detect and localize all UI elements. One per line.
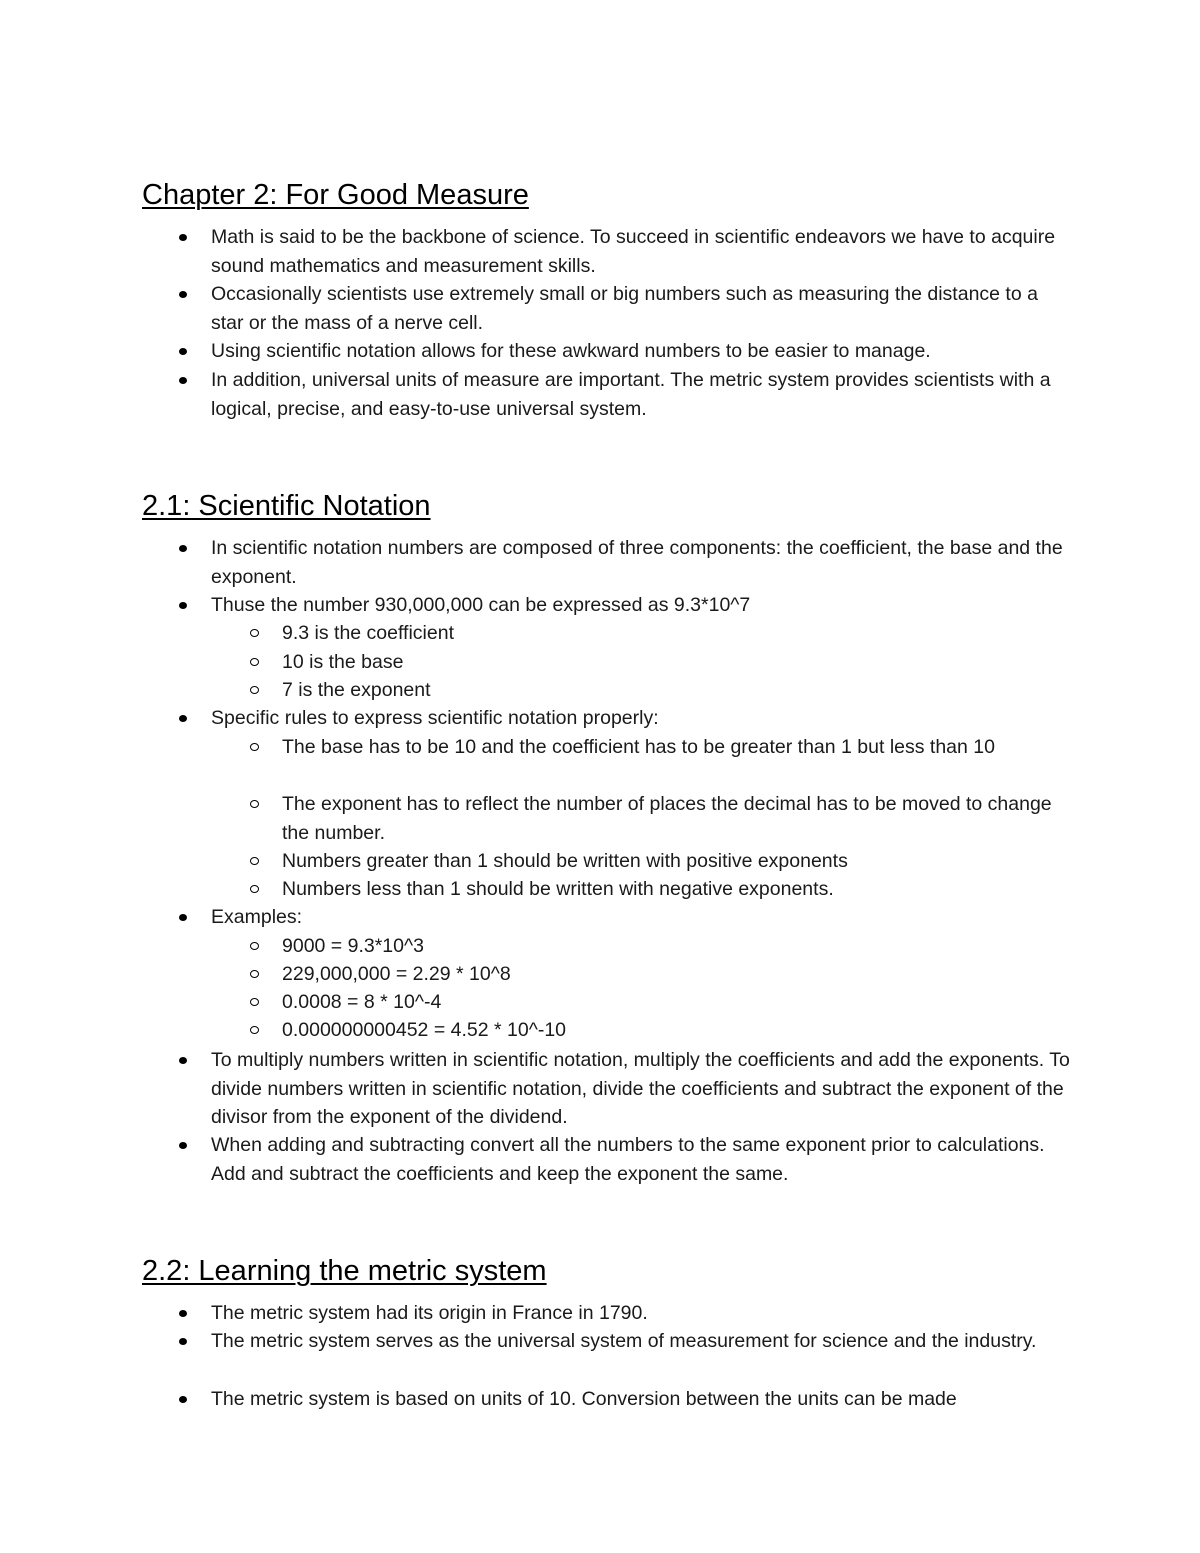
hollow-bullet-icon [250, 942, 259, 950]
bullet-icon [179, 602, 187, 609]
sub-list-item [282, 619, 1082, 648]
list-item [211, 1046, 1071, 1132]
list-item-text: The metric system had its origin in France in 1790. [211, 1302, 648, 1324]
bullet-icon [179, 914, 187, 921]
list-item [211, 366, 1071, 423]
hollow-bullet-icon [250, 1026, 259, 1034]
list-item [211, 337, 1071, 366]
list-item-text: Numbers less than 1 should be written with negative exponents. [282, 878, 834, 900]
list-item-text: Occasionally scientists use extremely small or big numbers such as measuring the distance to a star or the mass of a nerve cell. [211, 283, 1038, 334]
hollow-bullet-icon [250, 857, 259, 865]
list-item-text: 7 is the exponent [282, 679, 431, 701]
list-item [211, 704, 1071, 733]
bullet-icon [179, 348, 187, 355]
list-item [211, 1131, 1071, 1188]
hollow-bullet-icon [250, 998, 259, 1006]
list-item-text: The base has to be 10 and the coefficient has to be greater than 1 but less than 10 [282, 736, 995, 758]
list-item [211, 1299, 1071, 1328]
hollow-bullet-icon [250, 686, 259, 694]
list-item-text: To multiply numbers written in scientific notation, multiply the coefficients and add the exponents. To divide numbers written in scientific notation, divide the coefficients and subtract the exponent of the divisor from the exponent of the dividend. [211, 1049, 1070, 1128]
hollow-bullet-icon [250, 629, 259, 637]
section-heading: 2.2: Learning the metric system [142, 1255, 547, 1287]
list-item-text: Numbers greater than 1 should be written with positive exponents [282, 850, 848, 872]
sub-list-item [282, 648, 1082, 677]
sub-list-item [282, 733, 1082, 762]
sub-list-item [282, 847, 1082, 876]
bullet-icon [179, 1310, 187, 1317]
list-item [211, 1385, 1071, 1414]
sub-list-item [282, 960, 1082, 989]
list-item-text: In addition, universal units of measure are important. The metric system provides scientists with a logical, precise, and easy-to-use universal system. [211, 369, 1051, 420]
hollow-bullet-icon [250, 743, 259, 751]
list-item [211, 903, 1071, 932]
list-item-text: Examples: [211, 906, 303, 928]
hollow-bullet-icon [250, 970, 259, 978]
bullet-icon [179, 715, 187, 722]
list-item-text: Specific rules to express scientific notation properly: [211, 707, 659, 729]
list-item [211, 534, 1071, 591]
list-item-text: In scientific notation numbers are composed of three components: the coefficient, the base and the exponent. [211, 537, 1063, 588]
list-item-text: 229,000,000 = 2.29 * 10^8 [282, 963, 511, 985]
list-item [211, 591, 1071, 620]
sub-list-item [282, 988, 1082, 1017]
list-item-text: The exponent has to reflect the number of places the decimal has to be moved to change the number. [282, 793, 1052, 844]
list-item [211, 280, 1071, 337]
bullet-icon [179, 377, 187, 384]
list-item-text: Math is said to be the backbone of science. To succeed in scientific endeavors we have to acquire sound mathematics and measurement skills. [211, 226, 1056, 277]
hollow-bullet-icon [250, 885, 259, 893]
bullet-icon [179, 1396, 187, 1403]
hollow-bullet-icon [250, 800, 259, 808]
hollow-bullet-icon [250, 658, 259, 666]
list-item-text: Thuse the number 930,000,000 can be expressed as 9.3*10^7 [211, 594, 751, 616]
list-item-text: 0.000000000452 = 4.52 * 10^-10 [282, 1019, 567, 1041]
list-item-text: 0.0008 = 8 * 10^-4 [282, 991, 442, 1013]
bullet-icon [179, 291, 187, 298]
sub-list-item [282, 790, 1082, 847]
list-item-text: The metric system serves as the universal system of measurement for science and the industry. [211, 1330, 1037, 1352]
bullet-icon [179, 1338, 187, 1345]
bullet-icon [179, 1057, 187, 1064]
list-item-text: When adding and subtracting convert all the numbers to the same exponent prior to calculations. Add and subtract the coefficients and keep the exponent the same. [211, 1134, 1045, 1185]
list-item-text: The metric system is based on units of 10. Conversion between the units can be made [211, 1388, 957, 1410]
list-item-text: Using scientific notation allows for these awkward numbers to be easier to manage. [211, 340, 931, 362]
list-item [211, 1327, 1071, 1356]
bullet-icon [179, 234, 187, 241]
bullet-icon [179, 545, 187, 552]
sub-list-item [282, 875, 1082, 904]
sub-list-item [282, 1016, 1082, 1045]
sub-list-item [282, 932, 1082, 961]
list-item [211, 223, 1071, 280]
list-item-text: 9.3 is the coefficient [282, 622, 454, 644]
section-heading: 2.1: Scientific Notation [142, 490, 431, 522]
list-item-text: 10 is the base [282, 651, 404, 673]
list-item-text: 9000 = 9.3*10^3 [282, 935, 424, 957]
chapter-heading: Chapter 2: For Good Measure [142, 179, 529, 211]
bullet-icon [179, 1142, 187, 1149]
sub-list-item [282, 676, 1082, 705]
